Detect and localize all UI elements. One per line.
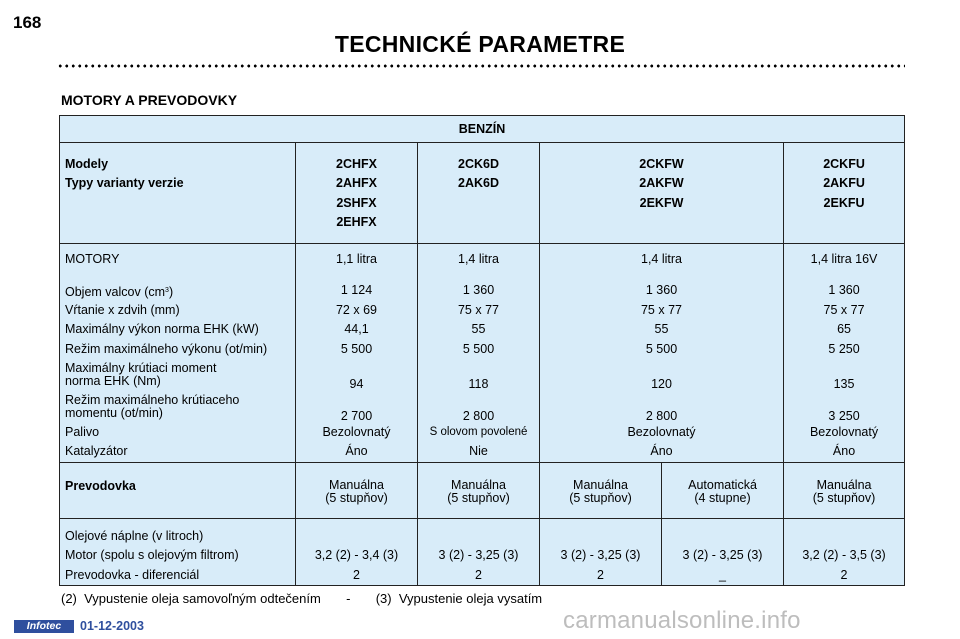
engines-label: MOTORY — [65, 252, 120, 266]
oil-gear-value: 2 — [353, 567, 360, 582]
oil-gear-value: 2 — [475, 567, 482, 582]
model-cell — [418, 143, 540, 244]
types-label: Typy varianty verzie — [65, 176, 184, 191]
gearbox-cell — [418, 462, 540, 518]
power-value: 55 — [654, 322, 669, 337]
gearbox-type: Manuálna — [816, 477, 872, 492]
gearbox-label: Prevodovka — [60, 462, 296, 518]
model-cell — [296, 143, 418, 244]
gearbox-row — [60, 462, 905, 518]
power-value: 65 — [837, 322, 851, 337]
model-cell — [784, 143, 905, 244]
torque-rpm-value: 2 700 — [340, 408, 373, 423]
type-code: 2AHFX — [336, 176, 377, 191]
engine-volume: 1,1 litra — [336, 252, 377, 266]
type-code: 2SHFX — [336, 195, 377, 210]
oil-gear-value: 2 — [840, 567, 848, 582]
dotted-divider — [57, 63, 905, 69]
fuel-value: S olovom povolené — [429, 425, 528, 438]
power-rpm-label: Režim maximálneho výkonu (ot/min) — [65, 341, 268, 356]
capacity-label: Objem valcov $(cm^3)$ — [65, 285, 174, 300]
oil-engine-value: 3 (2) - 3,25 (3) — [560, 548, 641, 563]
models-label: Modely — [65, 157, 109, 171]
capacity-value: 1 360 — [462, 283, 495, 298]
bore-value: 75 x 77 — [640, 302, 682, 317]
fuel-value: Bezolovnatý — [627, 424, 696, 439]
model-code: 2CKFW — [639, 157, 684, 171]
gearbox-cell — [662, 462, 784, 518]
gearbox-type: Manuálna — [451, 477, 506, 492]
oil-engine-value: 3 (2) - 3,25 (3) — [682, 548, 763, 563]
footnote: (2) Vypustenie oleja samovoľným odtečením - (3) Vypustenie oleja vysatím — [61, 591, 543, 606]
fuel-value: Bezolovnatý — [322, 424, 391, 439]
gearbox-type: Manuálna — [329, 477, 384, 492]
bore-value: 72 x 69 — [335, 302, 377, 317]
oil-cell — [296, 518, 418, 585]
torque-rpm-value: 3 250 — [828, 408, 860, 423]
print-date: 01-12-2003 — [80, 619, 144, 633]
oil-engine-value: 3,2 (2) - 3,5 (3) — [802, 548, 886, 563]
torque-rpm-value: 2 800 — [462, 408, 495, 423]
oil-gear-label: Prevodovka - diferenciál — [65, 567, 200, 582]
engine-labels-cell — [60, 244, 296, 463]
bore-label: Vŕtanie x zdvih (mm) — [65, 302, 180, 317]
oil-engine-value: 3,2 (2) - 3,4 (3) — [314, 548, 399, 563]
type-code: 2AKFU — [823, 176, 865, 191]
torque-value: 135 — [833, 376, 855, 391]
type-code: 2AK6D — [458, 176, 499, 191]
power-rpm-value: 5 250 — [828, 341, 860, 356]
bore-value: 75 x 77 — [457, 302, 499, 317]
bore-value: 75 x 77 — [823, 302, 865, 317]
page-title: TECHNICKÉ PARAMETRE — [334, 31, 626, 57]
torque-rpm-label: Režim maximálneho krútiaceho momentu (ot/min) — [65, 392, 240, 420]
torque-label: Maximálny krútiaci moment norma EHK (Nm) — [65, 360, 217, 388]
engines-row — [60, 244, 905, 463]
gearbox-detail: (5 stupňov) — [447, 490, 510, 505]
engine-cell — [418, 244, 540, 463]
engine-cell — [540, 244, 784, 463]
gearbox-cell — [540, 462, 662, 518]
capacity-value: 1 360 — [828, 283, 860, 298]
engine-cell — [296, 244, 418, 463]
type-code: 2EHFX — [336, 215, 377, 230]
page-number: 168 — [13, 13, 42, 32]
power-rpm-value: 5 500 — [645, 341, 678, 356]
gearbox-cell — [296, 462, 418, 518]
oil-labels-cell — [60, 518, 296, 585]
model-code: 2CKFU — [823, 157, 865, 171]
power-value: 55 — [471, 322, 486, 337]
section-title: MOTORY A PREVODOVKY — [61, 92, 238, 108]
power-rpm-value: 5 500 — [340, 341, 373, 356]
capacity-value: 1 360 — [645, 283, 678, 298]
fuel-value: Bezolovnatý — [809, 424, 879, 439]
type-code: 2AKFW — [639, 176, 684, 191]
catalyst-value: Nie — [469, 444, 488, 459]
oil-label: Olejové náplne (v litroch) — [65, 528, 204, 543]
fuel-type-header: BENZÍN — [60, 116, 905, 143]
engine-cell — [784, 244, 905, 463]
engine-volume: 1,4 litra 16V — [810, 252, 878, 266]
engine-volume: 1,4 litra — [641, 252, 682, 266]
models-label-cell — [60, 143, 296, 244]
table-header-row — [60, 116, 905, 143]
gearbox-cell — [784, 462, 905, 518]
power-value: 44,1 — [344, 322, 369, 337]
capacity-value: 1 124 — [340, 283, 373, 298]
type-code: 2EKFW — [639, 195, 684, 210]
model-cell — [540, 143, 784, 244]
torque-value: 120 — [651, 376, 672, 391]
oil-gear-value: 2 — [597, 567, 604, 582]
model-code: 2CK6D — [458, 157, 499, 171]
gearbox-detail: (5 stupňov) — [569, 490, 632, 505]
gearbox-detail: (4 stupne) — [694, 490, 751, 505]
catalyst-value: Áno — [650, 444, 673, 459]
engine-volume: 1,4 litra — [458, 252, 499, 266]
catalyst-label: Katalyzátor — [65, 444, 128, 459]
oil-cell — [418, 518, 540, 585]
infotec-logo: Infotec — [14, 620, 74, 633]
engine-specs-table — [59, 115, 905, 586]
gearbox-type: Manuálna — [573, 477, 628, 492]
oil-cell — [662, 518, 784, 585]
models-row — [60, 143, 905, 244]
type-code: 2EKFU — [823, 195, 865, 210]
fuel-label: Palivo — [65, 424, 100, 439]
oil-row — [60, 518, 905, 585]
oil-engine-label: Motor (spolu s olejovým filtrom) — [65, 548, 239, 563]
gearbox-detail: (5 stupňov) — [812, 490, 876, 505]
torque-value: 94 — [349, 376, 364, 391]
gearbox-detail: (5 stupňov) — [325, 490, 388, 505]
oil-gear-value: _ — [719, 567, 726, 582]
torque-rpm-value: 2 800 — [645, 408, 678, 423]
oil-cell — [540, 518, 662, 585]
oil-cell — [784, 518, 905, 585]
catalyst-value: Áno — [345, 444, 368, 459]
power-rpm-value: 5 500 — [462, 341, 495, 356]
gearbox-type: Automatická — [688, 477, 757, 492]
torque-value: 118 — [468, 376, 489, 391]
oil-engine-value: 3 (2) - 3,25 (3) — [438, 548, 519, 563]
watermark: carmanualsonline.info — [563, 607, 801, 634]
model-code: 2CHFX — [336, 157, 377, 171]
power-label: Maximálny výkon norma EHK (kW) — [65, 322, 259, 337]
catalyst-value: Áno — [832, 444, 856, 459]
